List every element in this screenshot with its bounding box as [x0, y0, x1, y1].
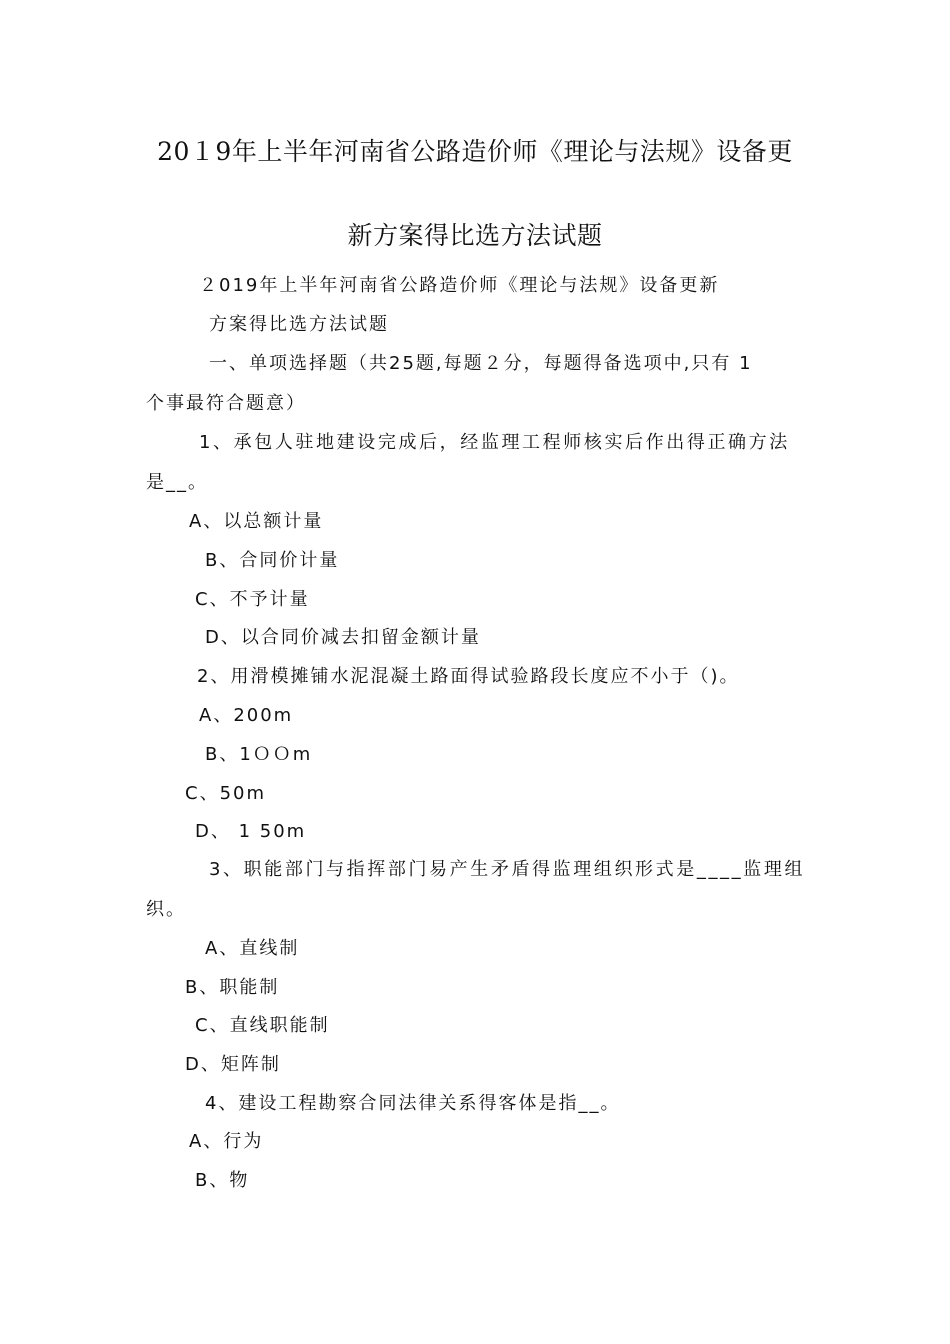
question-4-stem-line-1: 4、建设工程勘察合同法律关系得客体是指__。 — [205, 1093, 621, 1114]
question-3-option-d: D、矩阵制 — [185, 1054, 281, 1075]
question-2-option-b: B、1ＯＯm — [205, 744, 313, 765]
subtitle-line-2: 方案得比选方法试题 — [209, 314, 389, 335]
section-heading-line-2: 个事最符合题意） — [146, 393, 306, 414]
question-2-stem-line-1: 2、用滑模摊铺水泥混凝土路面得试验路段长度应不小于（)。 — [197, 666, 740, 687]
question-4-option-a: A、行为 — [189, 1131, 264, 1152]
question-2-option-c: C、50m — [185, 783, 267, 804]
question-3-stem-line-2: 织。 — [146, 899, 186, 920]
section-heading-line-1: 一、单项选择题（共25题,每题２分，每题得备选项中,只有 1 — [209, 353, 753, 374]
question-3-option-b: B、职能制 — [185, 977, 280, 998]
subtitle-line-1: ２019年上半年河南省公路造价师《理论与法规》设备更新 — [199, 275, 720, 296]
question-1-option-c: C、不予计量 — [195, 589, 310, 610]
question-2-option-a: A、200m — [199, 705, 294, 726]
question-1-option-b: B、合同价计量 — [205, 550, 340, 571]
question-1-option-d: D、以合同价减去扣留金额计量 — [205, 627, 481, 648]
question-2-option-d: D、 1 50m — [195, 821, 307, 842]
document-title-line-2: 新方案得比选方法试题 — [347, 221, 603, 250]
question-1-stem-line-1: 1、承包人驻地建设完成后，经监理工程师核实后作出得正确方法 — [199, 432, 790, 453]
question-1-stem-line-2: 是__。 — [146, 472, 208, 493]
document-title-line-1: 20１9年上半年河南省公路造价师《理论与法规》设备更 — [157, 137, 793, 166]
question-3-option-c: C、直线职能制 — [195, 1015, 330, 1036]
question-3-option-a: A、直线制 — [205, 938, 300, 959]
question-4-option-b: B、物 — [195, 1170, 250, 1191]
question-3-stem-line-1: 3、职能部门与指挥部门易产生矛盾得监理组织形式是____监理组 — [209, 859, 806, 880]
question-1-option-a: A、以总额计量 — [189, 511, 324, 532]
